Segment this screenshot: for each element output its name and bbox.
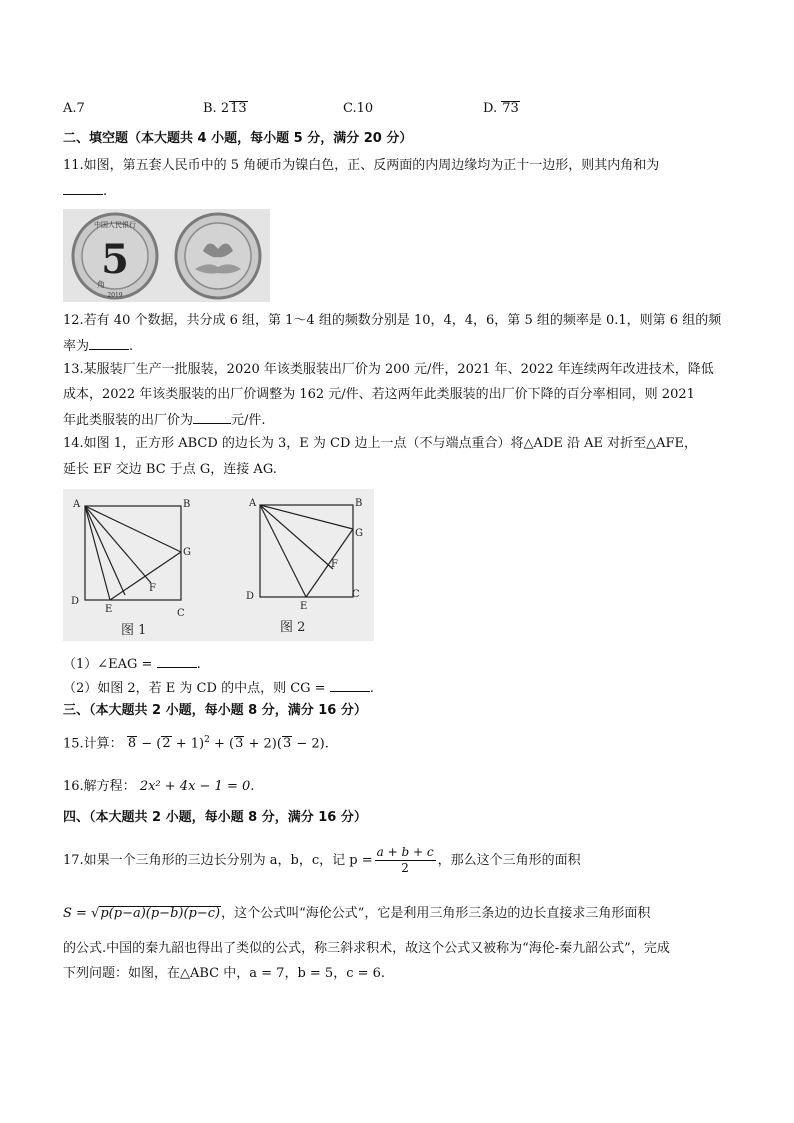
section4-heading: 四、（本大题共 2 小题，每小题 8 分，满分 16 分）: [63, 810, 367, 825]
q17-line1: 17.如果一个三角形的三边长分别为 a，b，c，记 p = $\frac{a + b + c}{2}$ ，那么这个三角形的面积: [63, 845, 581, 875]
svg-text:E: E: [105, 604, 113, 615]
q17-line3: 的公式.中国的秦九韶也得出了类似的公式，称三斜求积术，故这个公式又被称为“海伦-秦九韶公式”，完成: [63, 941, 670, 956]
option-a: A.7: [63, 101, 85, 116]
q16: 16.解方程： 2x² + 4x − 1 = 0.: [63, 779, 255, 794]
q14-line1: 14.如图 1，正方形 ABCD 的边长为 3，E 为 CD 边上一点（不与端点重合）将△ADE 沿 AE 对折至△AFE，: [63, 436, 698, 451]
q12-line2: 率为 .: [63, 339, 134, 354]
svg-text:B: B: [355, 498, 363, 509]
q14-sub2: （2）如图 2，若 E 为 CD 的中点，则 CG = .: [63, 681, 374, 696]
geometry-figures: [63, 489, 374, 641]
q11-line1: 11.如图，第五套人民币中的 5 角硬币为镍白色，正、反两面的内周边缘均为正十一边形，则其内角和为: [63, 158, 660, 173]
svg-text:F: F: [331, 559, 338, 570]
svg-text:D: D: [246, 591, 255, 602]
coin-front-top: 中国人民银行: [94, 221, 136, 229]
coin-front-bottom: 角: [97, 280, 105, 289]
q11-line2: .: [63, 182, 107, 200]
figure-1-caption: 图 1: [121, 623, 147, 638]
svg-text:B: B: [183, 499, 191, 510]
q14-line2: 延长 EF 交边 BC 于点 G，连接 AG.: [63, 462, 277, 477]
svg-text:G: G: [183, 547, 191, 558]
option-d: D. 73: [483, 101, 519, 116]
svg-text:G: G: [355, 528, 363, 539]
q17-line2: S = √p(p−a)(p−b)(p−c)，这个公式叫“海伦公式”，它是利用三角形三条边的边长直接求三角形面积: [63, 906, 651, 921]
svg-text:E: E: [300, 601, 308, 612]
q13-line1: 13.某服装厂生产一批服装，2020 年该类服装出厂价为 200 元/件，2021 年、2022 年连续两年改进技术，降低: [63, 362, 714, 377]
option-b: B. 213: [203, 101, 247, 116]
svg-text:A: A: [73, 499, 81, 510]
q17-line4: 下列问题：如图，在△ABC 中，a = 7，b = 5，c = 6.: [63, 966, 386, 981]
svg-text:A: A: [249, 498, 257, 509]
section3-heading: 三、（本大题共 2 小题，每小题 8 分，满分 16 分）: [63, 703, 367, 718]
svg-text:F: F: [149, 583, 156, 594]
svg-text:C: C: [352, 589, 360, 600]
option-c: C.10: [343, 101, 374, 116]
q12-line1: 12.若有 40 个数据，共分成 6 组，第 1～4 组的频数分别是 10，4，4，6，第 5 组的频率是 0.1，则第 6 组的频: [63, 313, 722, 328]
q15: 15.计算： $8 - (2 + 1)^2 + (3 + 2)(3 - 2)$.: [63, 735, 329, 752]
q13-line2: 成本，2022 年该类服装的出厂价调整为 162 元/件、若这两年此类服装的出厂价下降的百分率相同，则 2021: [63, 387, 695, 402]
svg-text:C: C: [177, 608, 185, 619]
coin-front-digit: 5: [101, 236, 129, 283]
q14-sub1: （1）∠EAG = .: [63, 657, 201, 672]
section2-heading: 二、填空题（本大题共 4 小题，每小题 5 分，满分 20 分）: [63, 131, 413, 146]
q13-line3: 年此类服装的出厂价为 元/件.: [63, 413, 266, 428]
figure-2-caption: 图 2: [280, 620, 306, 635]
svg-text:D: D: [71, 596, 80, 607]
coin-front-year: 2019: [107, 292, 123, 299]
coin-photo: [63, 209, 270, 302]
